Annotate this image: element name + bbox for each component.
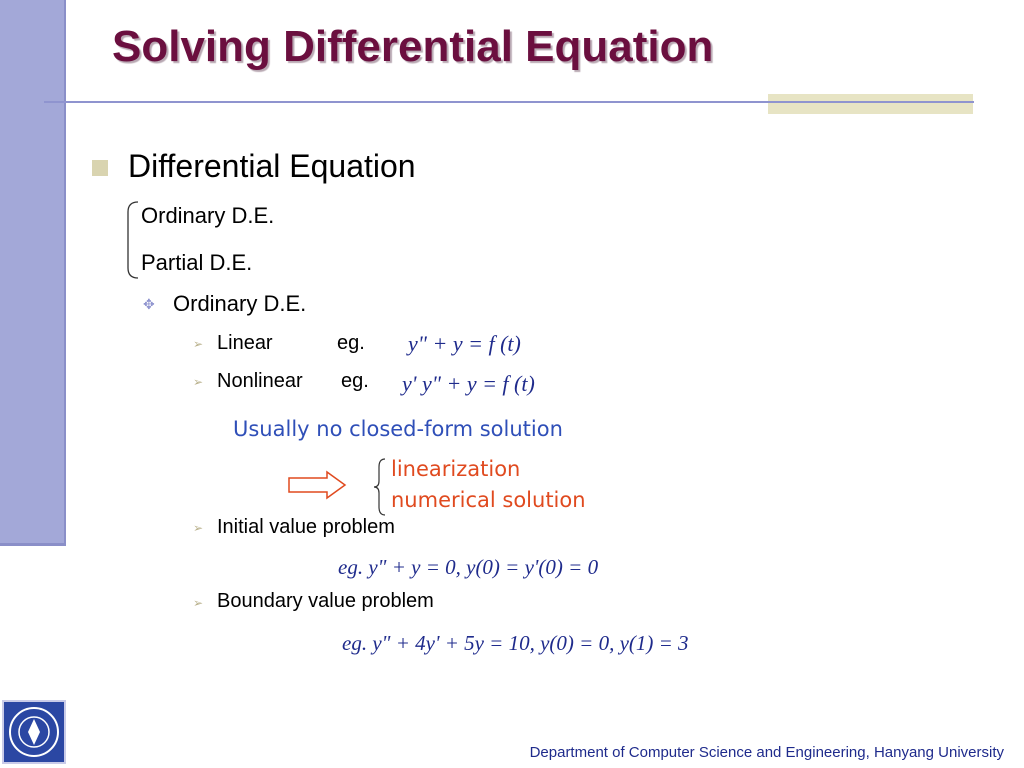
linear-equation: y" + y = f (t) [408,331,521,356]
diamond-bullet-icon: ✥ [143,296,155,312]
arrow-bullet-icon: ➢ [193,596,204,610]
footer-text: Department of Computer Science and Engineering, Hanyang University [529,744,1004,761]
title-decoration [768,94,973,114]
right-arrow-icon [287,470,349,500]
arrow-bullet-icon: ➢ [193,337,204,351]
left-sidebar [0,0,66,546]
nonlinear-label: Nonlinear [217,370,303,392]
ivp-equation: eg. y" + y = 0, y(0) = y'(0) = 0 [338,555,599,579]
partial-de-label: Partial D.E. [141,250,253,275]
closed-form-note: Usually no closed-form solution [233,417,563,441]
linear-label: Linear [217,332,273,354]
nonlinear-equation: y' y" + y = f (t) [402,371,535,396]
option-numerical-solution: numerical solution [391,488,586,512]
ordinary-de-label: Ordinary D.E. [141,203,275,228]
bvp-label: Boundary value problem [217,590,434,612]
linear-eg: eg. [337,332,365,354]
level1-heading: Differential Equation [128,148,416,184]
square-bullet-icon [92,160,108,176]
arrow-bullet-icon: ➢ [193,521,204,535]
left-bracket-icon [124,200,140,280]
left-brace-icon [372,457,388,517]
title-decoration-line [768,101,973,103]
nonlinear-eg: eg. [341,370,369,392]
arrow-bullet-icon: ➢ [193,375,204,389]
bvp-equation: eg. y" + 4y' + 5y = 10, y(0) = 0, y(1) = 3 [342,631,689,655]
option-linearization: linearization [391,457,521,481]
sub-heading: Ordinary D.E. [173,291,307,316]
slide-title: Solving Differential Equation [112,22,714,71]
university-seal-icon [2,700,66,764]
ivp-label: Initial value problem [217,516,395,538]
